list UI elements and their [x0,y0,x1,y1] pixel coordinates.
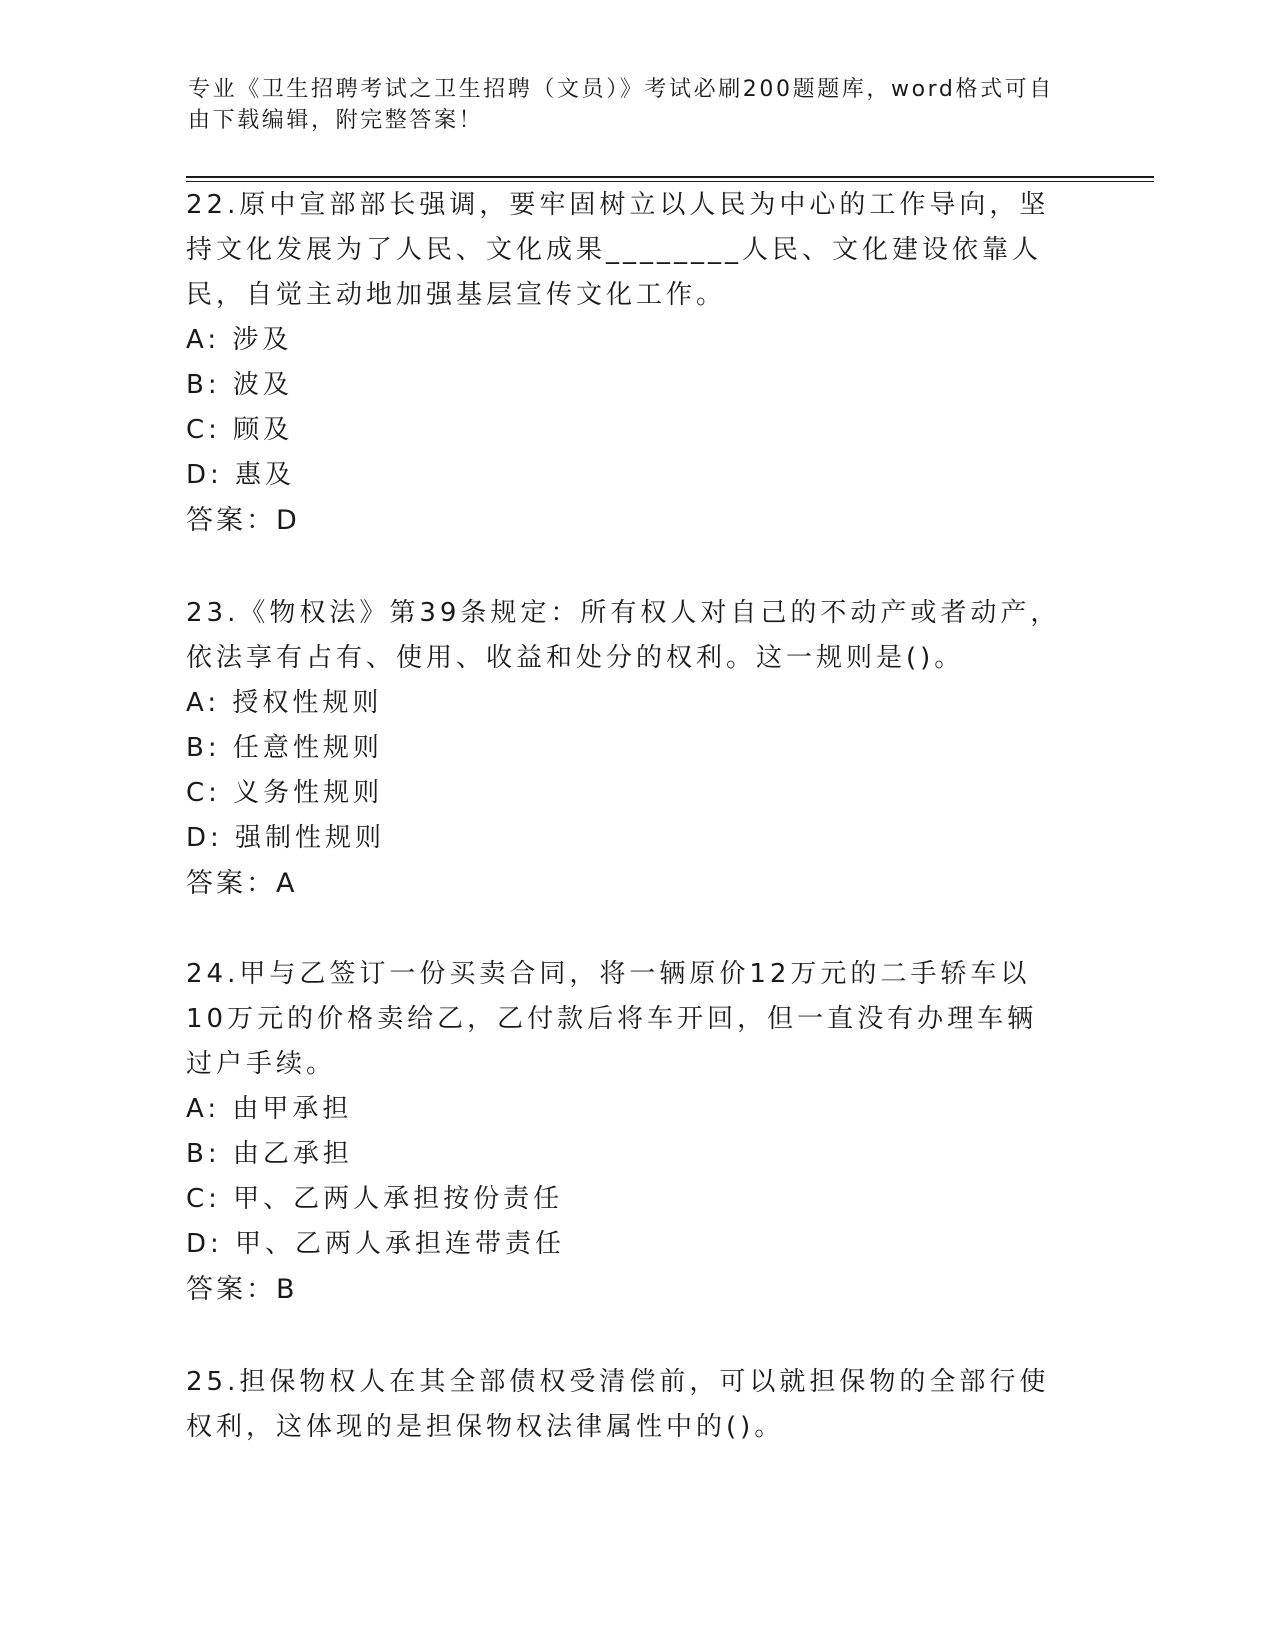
header-divider [186,176,1154,182]
question-25 [186,1360,1066,1450]
question-22 [186,183,1066,543]
question-23 [186,591,1066,906]
answer: 答案：B [186,1274,298,1305]
option-list [186,681,1066,861]
option-d: D: 强制性规则 [186,823,386,853]
option-b: B: 波及 [186,370,293,400]
page-header: 专业《卫生招聘考试之卫生招聘（文员）》考试必刷200题题库，word格式可自由下载编辑，附完整答案！ [188,77,1054,133]
question-stem: 23.《物权法》第39条规定：所有权人对自己的不动产或者动产，依法享有占有、使用、收益和处分的权利。这一规则是()。 [186,598,1061,673]
option-list [186,1087,1066,1267]
option-a: A: 涉及 [186,325,293,355]
option-c: C: 甲、乙两人承担按份责任 [186,1184,564,1214]
option-d: D: 惠及 [186,460,296,490]
option-b: B: 任意性规则 [186,733,383,763]
option-a: A: 授权性规则 [186,688,383,718]
option-list [186,318,1066,498]
question-stem: 24.甲与乙签订一份买卖合同，将一辆原价12万元的二手轿车以10万元的价格卖给乙，乙付款后将车开回，但一直没有办理车辆过户手续。 [186,959,1038,1079]
answer: 答案：D [186,505,300,536]
question-stem: 25.担保物权人在其全部债权受清偿前，可以就担保物的全部行使权利，这体现的是担保物权法律属性中的()。 [186,1367,1050,1442]
option-c: C: 义务性规则 [186,778,384,808]
option-a: A: 由甲承担 [186,1094,353,1124]
question-24 [186,952,1066,1312]
answer: 答案：A [186,868,298,899]
option-b: B: 由乙承担 [186,1139,353,1169]
question-stem: 22.原中宣部部长强调，要牢固树立以人民为中心的工作导向，坚持文化发展为了人民、文化成果________人民、文化建设依靠人民，自觉主动地加强基层宣传文化工作。 [186,190,1050,310]
option-d: D: 甲、乙两人承担连带责任 [186,1229,566,1259]
option-c: C: 顾及 [186,415,294,445]
